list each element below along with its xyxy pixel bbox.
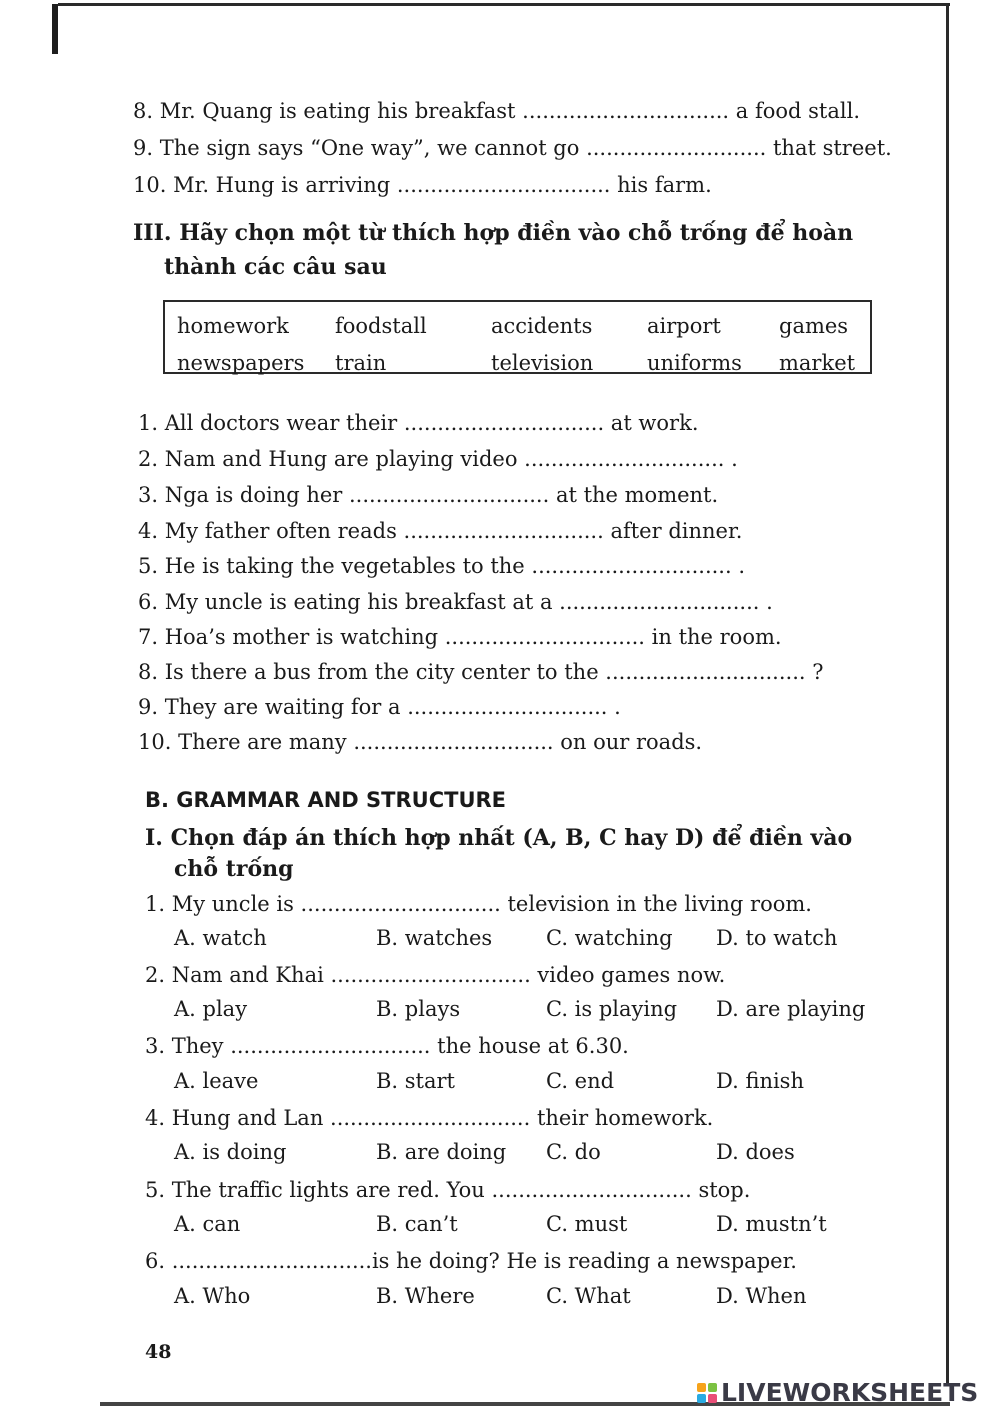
word-bank-item: airport (647, 314, 721, 338)
logo-square (697, 1383, 706, 1392)
mcq-1-option-d[interactable]: D. to watch (716, 926, 838, 950)
mcq-6-option-c[interactable]: C. What (546, 1284, 631, 1308)
section-b-title: B. GRAMMAR AND STRUCTURE (145, 788, 507, 812)
mcq-4-option-c[interactable]: C. do (546, 1140, 601, 1164)
mcq-1-option-a[interactable]: A. watch (174, 926, 267, 950)
mcq-2-option-b[interactable]: B. plays (376, 997, 461, 1021)
mcq-4-stem: 4. Hung and Lan .............................. their homework. (145, 1106, 714, 1130)
word-bank-box (163, 300, 872, 374)
scan-border-right (946, 4, 949, 1384)
logo-square (697, 1394, 706, 1403)
mcq-3-option-b[interactable]: B. start (376, 1069, 455, 1093)
question-a8 (133, 98, 860, 124)
question-3-10: 10. There are many .............................. on our roads. (138, 730, 703, 754)
scan-border-left (52, 4, 58, 54)
mcq-1-stem: 1. My uncle is .............................. television in the living room. (145, 892, 812, 916)
logo-square (708, 1394, 717, 1403)
liveworksheets-brand[interactable] (697, 1378, 978, 1407)
mcq-4-option-d[interactable]: D. does (716, 1140, 795, 1164)
brand-name: LIVEWORKSHEETS (721, 1378, 979, 1407)
question-3-8: 8. Is there a bus from the city center to the .............................. ? (138, 660, 824, 684)
logo-square (708, 1383, 717, 1392)
question-3-3: 3. Nga is doing her .............................. at the moment. (138, 483, 719, 507)
section-3-title-line2: thành các câu sau (164, 254, 387, 280)
mcq-5-option-b[interactable]: B. can’t (376, 1212, 458, 1236)
mcq-3-option-d[interactable]: D. finish (716, 1069, 804, 1093)
page-number: 48 (145, 1341, 172, 1363)
mcq-6-option-b[interactable]: B. Where (376, 1284, 475, 1308)
mcq-1-option-b[interactable]: B. watches (376, 926, 493, 950)
question-a10 (133, 172, 712, 198)
mcq-4-option-a[interactable]: A. is doing (174, 1140, 287, 1164)
mcq-6-stem: 6. ..............................is he doing? He is reading a newspaper. (145, 1249, 797, 1273)
question-a9 (133, 135, 892, 161)
question-3-9: 9. They are waiting for a .............................. . (138, 695, 621, 719)
mcq-3-option-c[interactable]: C. end (546, 1069, 615, 1093)
question-3-6: 6. My uncle is eating his breakfast at a .............................. . (138, 590, 773, 614)
mcq-5-option-a[interactable]: A. can (174, 1212, 241, 1236)
word-bank-item: homework (177, 314, 289, 338)
word-bank-item: television (491, 351, 594, 375)
question-number: 8. (133, 99, 154, 123)
word-bank-item: accidents (491, 314, 593, 338)
mcq-5-stem: 5. The traffic lights are red. You .............................. stop. (145, 1178, 751, 1202)
question-3-1: 1. All doctors wear their .............................. at work. (138, 411, 699, 435)
word-bank-item: train (335, 351, 387, 375)
word-bank-item: market (779, 351, 856, 375)
word-bank-item: games (779, 314, 849, 338)
question-text: Mr. Quang is eating his breakfast ............................... a food stall. (159, 99, 860, 123)
question-number: 10. (133, 173, 167, 197)
section-b1-title-line1: I. Chọn đáp án thích hợp nhất (A, B, C hay D) để điền vào (145, 825, 853, 851)
mcq-2-option-a[interactable]: A. play (174, 997, 248, 1021)
question-3-7: 7. Hoa’s mother is watching .............................. in the room. (138, 625, 782, 649)
mcq-2-option-d[interactable]: D. are playing (716, 997, 866, 1021)
question-text: Mr. Hung is arriving ................................ his farm. (173, 173, 712, 197)
section-3-title-line1: III. Hãy chọn một từ thích hợp điền vào chỗ trống để hoàn (133, 220, 854, 246)
mcq-3-stem: 3. They .............................. the house at 6.30. (145, 1034, 629, 1058)
mcq-2-stem: 2. Nam and Khai .............................. video games now. (145, 963, 726, 987)
word-bank-item: foodstall (335, 314, 427, 338)
mcq-5-option-d[interactable]: D. mustn’t (716, 1212, 827, 1236)
mcq-6-option-d[interactable]: D. When (716, 1284, 807, 1308)
section-b1-title-line2: chỗ trống (174, 856, 294, 882)
question-3-2: 2. Nam and Hung are playing video .............................. . (138, 447, 738, 471)
question-3-4: 4. My father often reads .............................. after dinner. (138, 519, 743, 543)
question-number: 9. (133, 136, 154, 160)
scan-border-top (58, 3, 950, 6)
mcq-6-option-a[interactable]: A. Who (174, 1284, 251, 1308)
mcq-5-option-c[interactable]: C. must (546, 1212, 628, 1236)
word-bank-item: uniforms (647, 351, 742, 375)
mcq-3-option-a[interactable]: A. leave (174, 1069, 259, 1093)
word-bank-item: newspapers (177, 351, 305, 375)
liveworksheets-logo-icon (697, 1383, 717, 1403)
question-text: The sign says “One way”, we cannot go ........................... that street. (159, 136, 892, 160)
mcq-1-option-c[interactable]: C. watching (546, 926, 673, 950)
mcq-2-option-c[interactable]: C. is playing (546, 997, 678, 1021)
question-3-5: 5. He is taking the vegetables to the .............................. . (138, 554, 746, 578)
mcq-4-option-b[interactable]: B. are doing (376, 1140, 507, 1164)
